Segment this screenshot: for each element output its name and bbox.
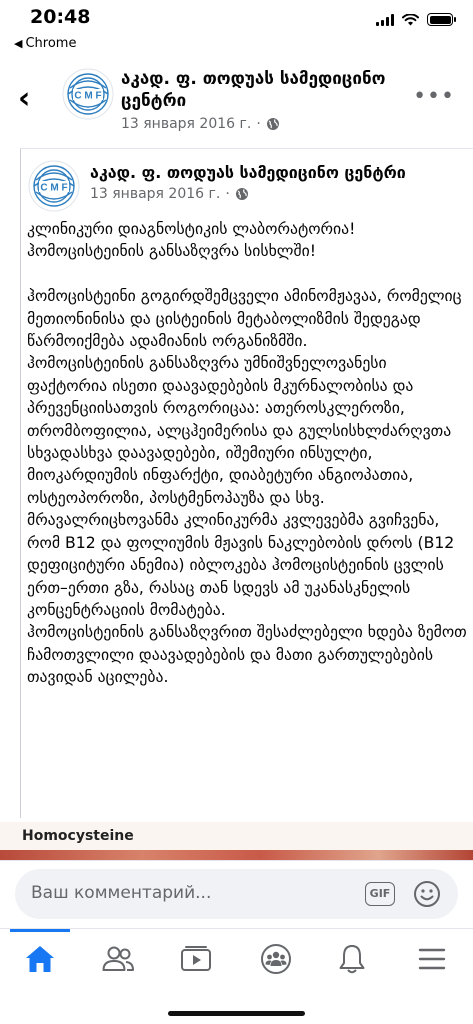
status-time: 20:48 xyxy=(30,6,91,28)
battery-icon xyxy=(427,13,453,26)
comment-placeholder: Ваш комментарий... xyxy=(31,883,212,903)
svg-text:C M F: C M F xyxy=(40,182,68,194)
gif-button[interactable]: GIF xyxy=(365,882,395,906)
status-icons xyxy=(376,13,453,26)
signal-icon xyxy=(376,14,394,26)
post-author-name[interactable]: აკად. ფ. თოდუას სამედიცინო ცენტრი xyxy=(90,163,406,182)
nav-video[interactable] xyxy=(176,939,216,979)
wifi-icon xyxy=(402,14,419,26)
post-date-text[interactable]: 13 января 2016 г. xyxy=(90,186,221,202)
post-date xyxy=(90,186,249,202)
date-separator: · xyxy=(256,116,261,132)
image-caption: Homocysteine xyxy=(22,828,134,844)
post-date-separator: · xyxy=(225,186,230,202)
nav-menu[interactable] xyxy=(412,939,452,979)
page-logo[interactable] xyxy=(62,68,114,120)
active-tab-indicator xyxy=(10,929,70,932)
post-date-header xyxy=(121,116,280,132)
back-to-app-link[interactable] xyxy=(14,36,76,51)
video-icon xyxy=(180,945,212,973)
more-horizontal-icon[interactable]: ••• xyxy=(413,84,455,109)
globe-icon xyxy=(235,187,249,201)
page-header xyxy=(0,60,473,142)
back-app-label: Chrome xyxy=(25,36,77,51)
bell-icon xyxy=(337,943,367,975)
status-bar xyxy=(0,0,473,34)
nav-home[interactable] xyxy=(20,939,60,979)
nav-friends[interactable] xyxy=(98,939,138,979)
menu-icon xyxy=(418,947,446,971)
chevron-left-icon[interactable]: ‹ xyxy=(18,81,31,116)
home-icon xyxy=(24,944,56,974)
comment-bar xyxy=(0,860,473,928)
post-body-text: კლინიკური დიაგნოსტიკის ლაბორატორია! ჰომოცისტეინის განსაზღვრა სისხლში! ჰომოცისტეინი გოგირდშემცველი ამინომჟავაა, რომელიც მეთიონინისა და ცისტეინის მეტაბოლიზმის შედეგად წარმოიქმება ადამიანის ორგანიზმში. ჰომოცისტეინის განსაზღვრა უმნიშვნელოვანესი ფაქტორია ისეთი დაავადებების მკურნალობისა და პრევენციისათვის როგორიცაა: ათეროსკლეროზი, თრომბოფილია, ალცჰეიმერისა და გულსისხლძარღვთა სხვადასხვა დაავადებები, იშემიური ინსულტი, მიოკარდიუმის ინფარქტი, დიაბეტური ანგიოპათია, ოსტეოპოროზი, პოსტმენოპაუზა და სხვ. მრავალრიცხოვანმა კლინიკურმა კვლევებმა გვიჩვენა, რომ B12 და ფოლიუმის მჟავის ნაკლებობის დროს (B12 დეფიციტური ანემია) იბლოკება ჰომოცისტეინის ცვლის ერთ–ერთი გზა, რასაც თან სდევს ამ უკანასკნელის კონცენტრაციის მომატება. ჰომოცისტეინის განსაზღვრით შესაძლებელი ხდება ზემოთ ჩამოთვლილი დაავადებების და მათი გართულებების თავიდან აცილება. xyxy=(27,219,467,687)
post-card xyxy=(0,148,473,818)
smiley-icon[interactable] xyxy=(412,879,442,909)
post-page-logo[interactable] xyxy=(28,160,80,212)
groups-icon xyxy=(260,943,292,975)
globe-icon xyxy=(266,117,280,131)
home-indicator xyxy=(168,1011,305,1016)
back-triangle-icon: ◀ xyxy=(14,37,23,50)
date-text: 13 января 2016 г. xyxy=(121,116,252,132)
page-title[interactable]: აკად. ფ. თოდუას სამედიცინო ცენტრი xyxy=(121,69,386,111)
post-image[interactable] xyxy=(0,822,473,862)
friends-icon xyxy=(101,944,135,974)
nav-notifications[interactable] xyxy=(332,939,372,979)
bottom-nav xyxy=(0,928,473,1024)
svg-text:C M F: C M F xyxy=(74,90,102,102)
comment-input[interactable] xyxy=(15,869,458,919)
nav-groups[interactable] xyxy=(256,939,296,979)
